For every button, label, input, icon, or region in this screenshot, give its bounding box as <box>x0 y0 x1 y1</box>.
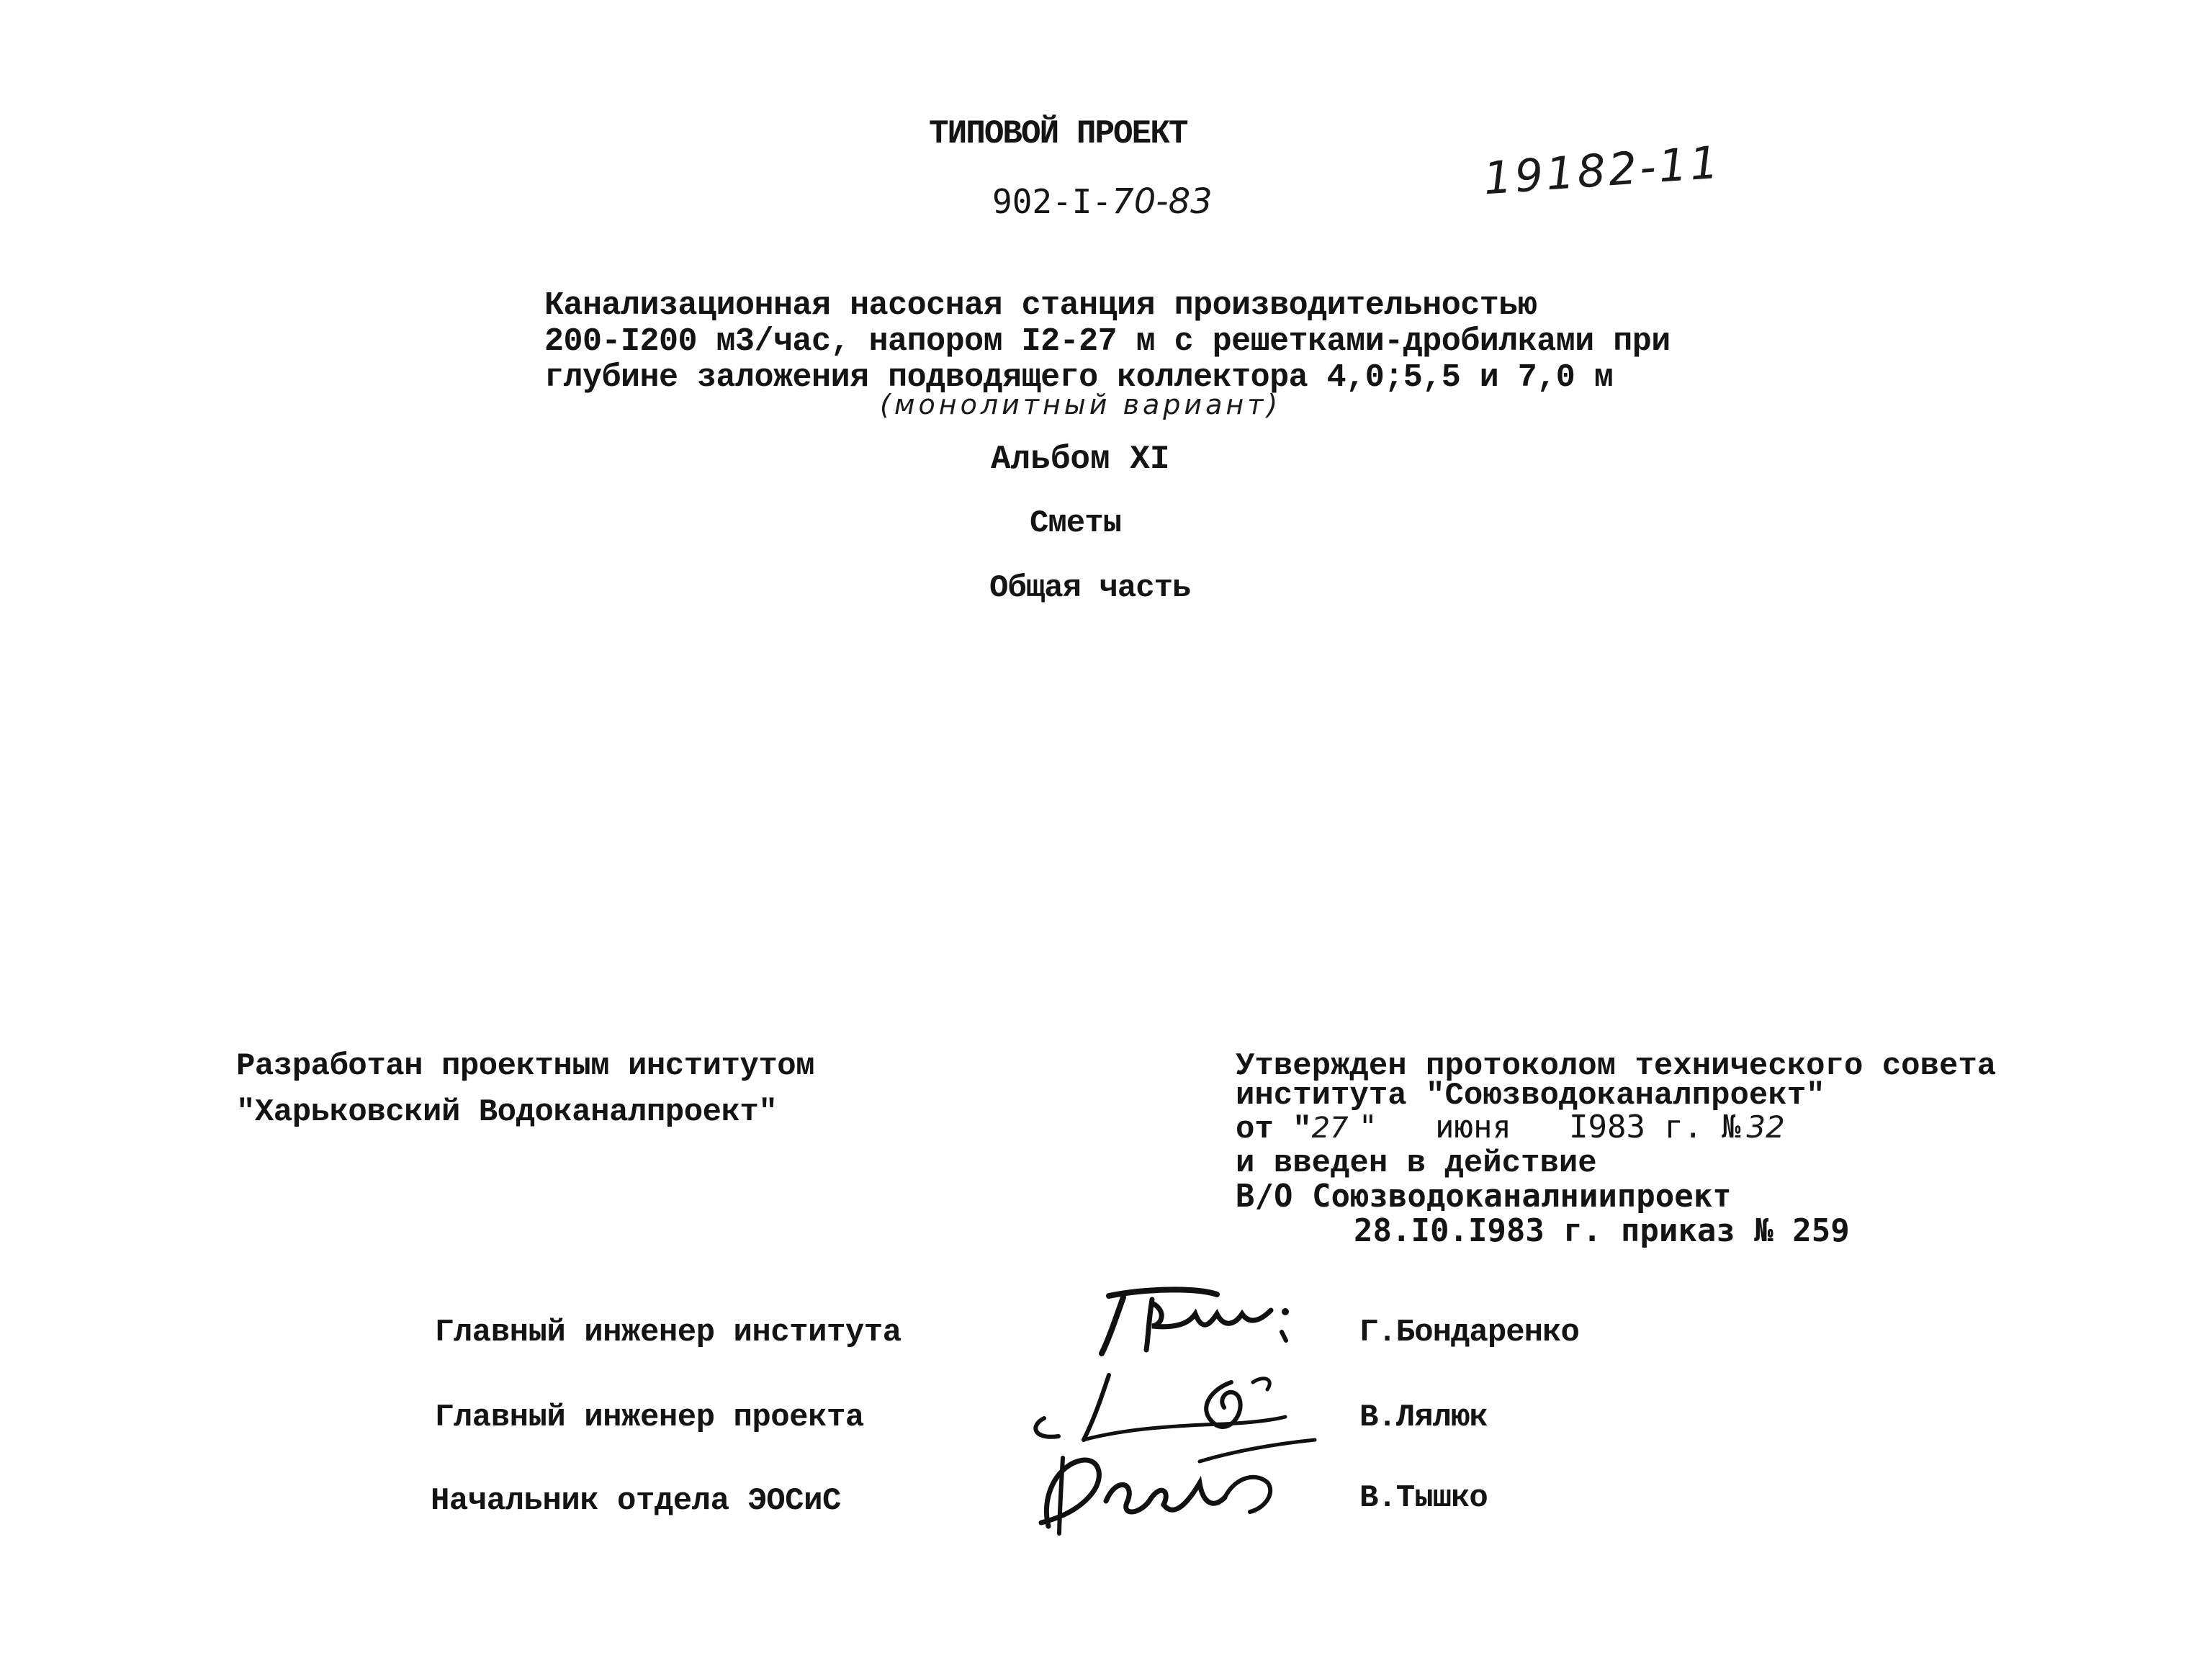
developer-line-1: Разработан проектным институтом <box>236 1048 815 1084</box>
signatory-role-1: Главный инженер института <box>435 1315 902 1351</box>
signatory-name-1: Г.Бондаренко <box>1359 1315 1579 1351</box>
project-number-printed: 902-I- <box>992 182 1112 221</box>
archive-number: 19182-11 <box>1481 135 1723 205</box>
title-line-2: 200-I200 м3/час, напором I2-27 м с решетками-дробилками при <box>544 323 1671 360</box>
album-title: Альбом XI <box>991 441 1170 478</box>
signatory-name-3: В.Тышко <box>1359 1480 1488 1516</box>
developer-line-2: "Харьковский Водоканалпроект" <box>236 1094 778 1130</box>
approval-block <box>1236 1048 1996 1082</box>
approval-line-3: от "27 " июня I983 г. № 32 <box>1236 1109 1785 1148</box>
approval-line-5: В/О Союзводоканалниипроект <box>1236 1178 1732 1215</box>
approval-line-4: и введен в действие <box>1236 1145 1597 1181</box>
signatory-role-3: Начальник отдела ЭОСиС <box>431 1483 841 1519</box>
part-title: Общая часть <box>989 570 1191 606</box>
signatory-name-2: В.Лялюк <box>1359 1400 1488 1436</box>
signature-1-icon <box>1080 1281 1296 1361</box>
approval-year: I983 г. № <box>1569 1109 1741 1145</box>
title-line-3: глубине заложения подводящего коллектора 4,0;5,5 и 7,0 м <box>544 359 1614 396</box>
project-number-handwritten: 70-83 <box>1112 181 1213 222</box>
signature-3-icon <box>1020 1433 1322 1541</box>
approval-line-2: института "Союзводоканалпроект" <box>1236 1078 1825 1114</box>
approval-month: июня <box>1435 1109 1511 1145</box>
title-line-1: Канализационная насосная станция производительностью <box>544 287 1537 324</box>
doc-type-heading: ТИПОВОЙ ПРОЕКТ <box>929 115 1187 153</box>
approval-number: 32 <box>1746 1109 1785 1145</box>
section-title: Сметы <box>1030 505 1122 541</box>
approval-day: 27 <box>1311 1112 1349 1145</box>
approval-line-6: 28.I0.I983 г. приказ № 259 <box>1354 1212 1850 1249</box>
project-number <box>992 181 1213 222</box>
signatory-role-2: Главный инженер проекта <box>435 1400 864 1436</box>
variant-note: (монолитный вариант) <box>880 389 1282 420</box>
approval-line-1: Утвержден протоколом технического совета <box>1236 1048 1997 1084</box>
